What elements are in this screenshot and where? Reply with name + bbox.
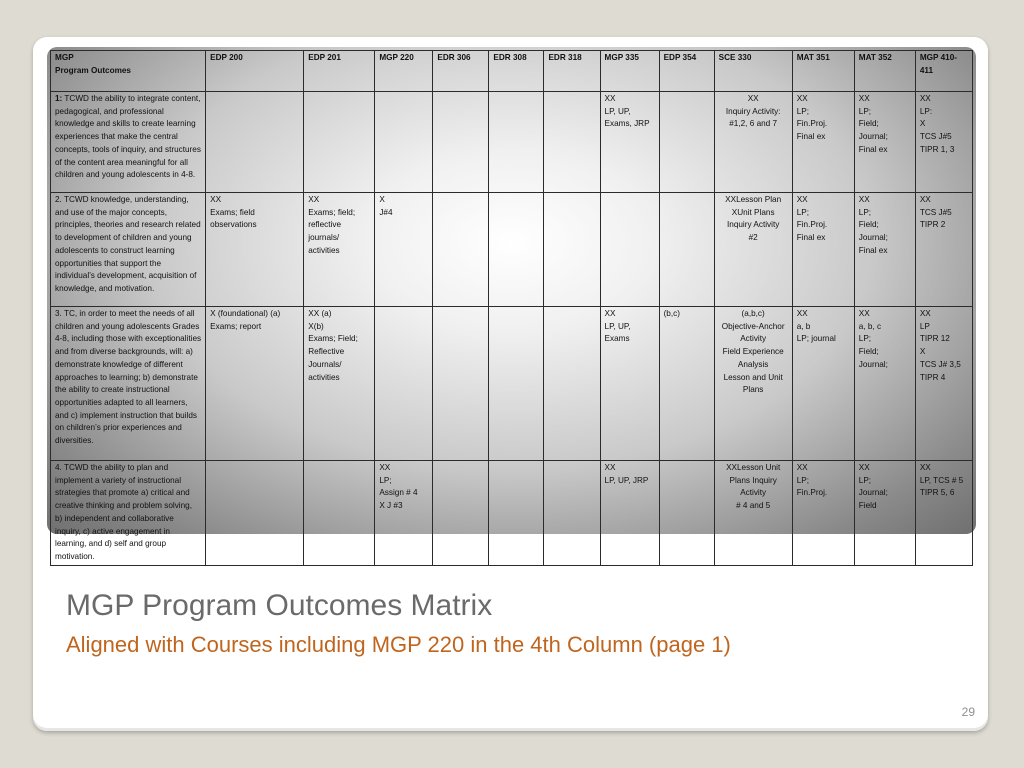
table-cell [375,307,433,461]
header-program-outcomes: MGP Program Outcomes [51,51,206,92]
table-cell: XX LP; Fin.Proj. Final ex [792,193,854,307]
table-cell [489,193,544,307]
table-cell: XX LP TIPR 12 X TCS J# 3,5 TIPR 4 [915,307,972,461]
outcome-cell [51,92,206,193]
table-cell [304,92,375,193]
table-cell: XX LP; Field; Journal; Final ex [854,193,915,307]
table-cell: XX Exams; field; reflective journals/ activities [304,193,375,307]
table-cell: XX a, b LP; journal [792,307,854,461]
table-row [51,461,973,566]
table-cell: XXLesson Plan XUnit Plans Inquiry Activity #2 [714,193,792,307]
table-cell [659,193,714,307]
table-header-row [51,51,973,92]
table-cell [206,92,304,193]
table-cell: X J#4 [375,193,433,307]
table-cell [659,92,714,193]
outcome-cell [51,461,206,566]
outcome-cell [51,307,206,461]
header-mgp-220: MGP 220 [375,51,433,92]
header-edr-318: EDR 318 [544,51,600,92]
outcomes-matrix-table [50,50,973,566]
table-cell: XX Exams; field observations [206,193,304,307]
table-cell [489,92,544,193]
outcome-text: 3. TC, in order to meet the needs of all children and young adolescents Grades 4-8, including those with exceptionalities and from diverse backgrounds, will: a) demonstrate knowledge of different approaches to learning; b) demonstrate the ability to create instructional opportunities adapted to all learners, and c) implement instruction that builds on children’s prior experiences and diversities. [55,309,202,446]
table-cell: XX TCS J#5 TIPR 2 [915,193,972,307]
table-cell [433,461,489,566]
table-cell [544,92,600,193]
header-edp-201: EDP 201 [304,51,375,92]
table-cell: XX LP; Fin.Proj. [792,461,854,566]
table-cell: XX LP, UP, Exams [600,307,659,461]
header-edr-308: EDR 308 [489,51,544,92]
header-sce-330: SCE 330 [714,51,792,92]
header-mgp-410-411: MGP 410- 411 [915,51,972,92]
table-cell: XX LP, UP, JRP [600,461,659,566]
header-mgp-335: MGP 335 [600,51,659,92]
header-mat-351: MAT 351 [792,51,854,92]
table-cell: XXLesson Unit Plans Inquiry Activity # 4 and 5 [714,461,792,566]
table-cell [433,193,489,307]
table-cell [433,92,489,193]
table-cell [659,461,714,566]
table-cell [489,461,544,566]
table-cell: XX LP, UP, Exams, JRP [600,92,659,193]
table-cell [375,92,433,193]
table-cell: XX Inquiry Activity: #1,2, 6 and 7 [714,92,792,193]
table-cell [544,193,600,307]
header-edr-306: EDR 306 [433,51,489,92]
table-cell: XX LP; Assign # 4 X J #3 [375,461,433,566]
table-cell [489,307,544,461]
table-cell [206,461,304,566]
header-edp-200: EDP 200 [206,51,304,92]
table-row [51,307,973,461]
table-cell: XX LP, TCS # 5 TIPR 5, 6 [915,461,972,566]
table-cell: (b,c) [659,307,714,461]
header-mat-352: MAT 352 [854,51,915,92]
table-row [51,193,973,307]
table-cell [433,307,489,461]
table-cell: X (foundational) (a) Exams; report [206,307,304,461]
outcome-text: TCWD the ability to integrate content, pedagogical, and professional knowledge and skills to create learning experiences that make the central concepts, tools of inquiry, and structures of the content area meaningful for all children and young adolescents in 4-8. [55,94,201,180]
outcome-text: 4. TCWD the ability to plan and implement a variety of instructional strategies that promote a) critical and creative thinking and problem solving, b) independent and collaborative inquiry, c) active engagement in learning, and d) self and group motivation. [55,463,192,561]
table-cell [544,307,600,461]
page-number: 29 [961,705,975,719]
table-cell: XX LP; Fin.Proj. Final ex [792,92,854,193]
table-cell: (a,b,c) Objective-Anchor Activity Field Experience Analysis Lesson and Unit Plans [714,307,792,461]
outcome-text: 2. TCWD knowledge, understanding, and use of the major concepts, principles, theories and research related to development of children and young adolescents to construct learning opportunities that support the individual’s development, acquisition of knowledge, and motivation. [55,195,201,293]
outcome-number: 1: [55,94,63,103]
table-cell: XX LP; Journal; Field [854,461,915,566]
slide-subtitle: Aligned with Courses including MGP 220 in the 4th Column (page 1) [66,632,731,657]
table-cell: XX a, b, c LP; Field; Journal; [854,307,915,461]
outcome-cell [51,193,206,307]
table-cell [600,193,659,307]
table-cell [304,461,375,566]
table-cell: XX LP; Field; Journal; Final ex [854,92,915,193]
table-cell: XX LP: X TCS J#5 TIPR 1, 3 [915,92,972,193]
table-cell [544,461,600,566]
table-cell: XX (a) X(b) Exams; Field; Reflective Journals/ activities [304,307,375,461]
header-edp-354: EDP 354 [659,51,714,92]
table-row [51,92,973,193]
slide-title: MGP Program Outcomes Matrix [66,589,493,622]
